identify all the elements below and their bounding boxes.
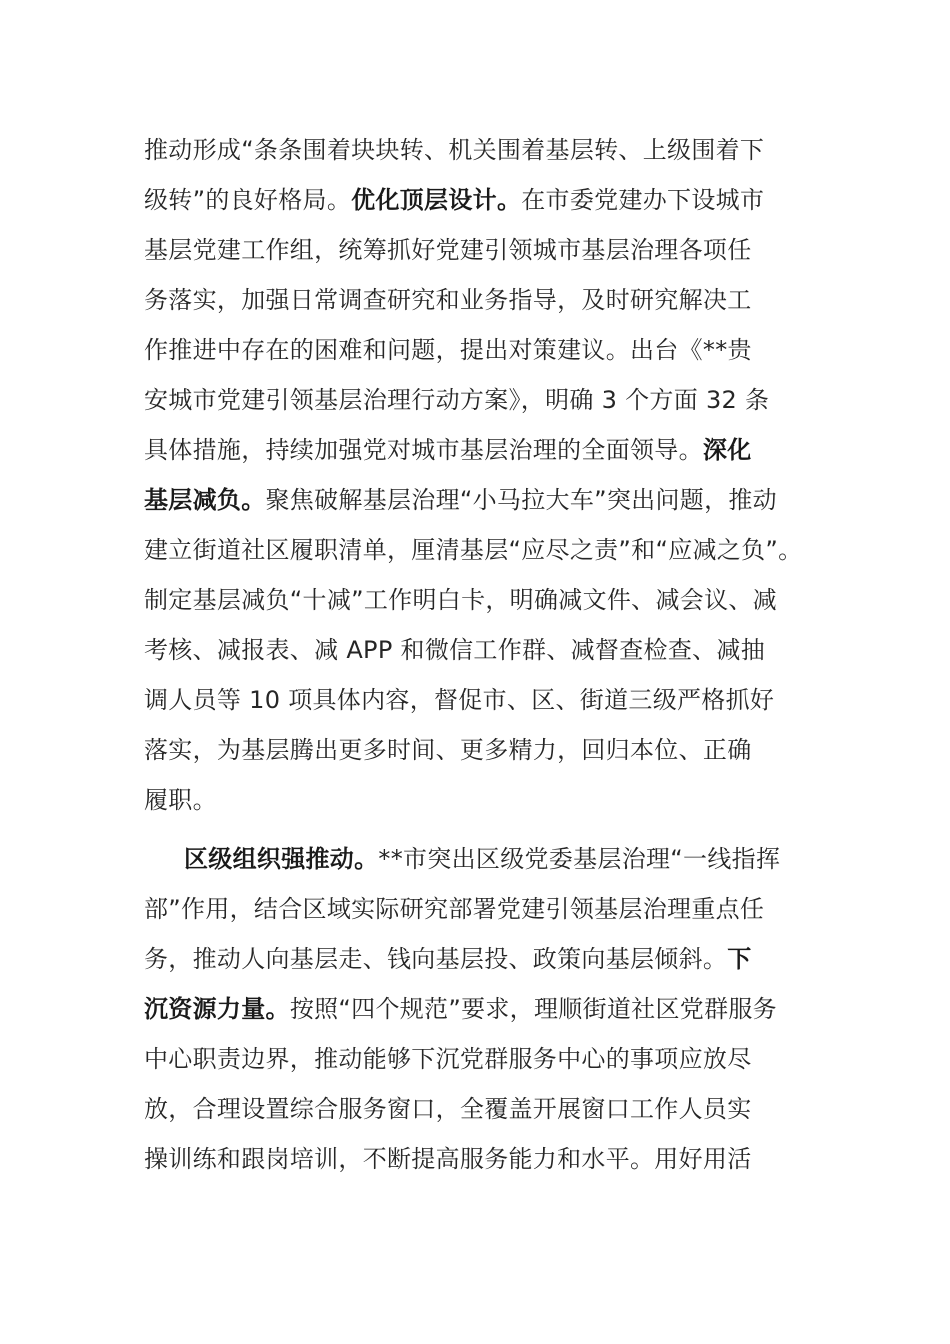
body-text: 务落实，加强日常调查研究和业务指导，及时研究解决工 [144, 286, 752, 314]
bold-heading-text: 下 [727, 945, 752, 973]
body-text: 建立街道社区履职清单，厘清基层“应尽之责”和“应减之负”。 [144, 536, 803, 564]
body-text: 放，合理设置综合服务窗口，全覆盖开展窗口工作人员实 [144, 1095, 752, 1123]
body-text: 作推进中存在的困难和问题，提出对策建议。出台《**贵 [144, 336, 752, 364]
text-line [144, 380, 769, 420]
body-text: 具体措施，持续加强党对城市基层治理的全面领导。 [144, 436, 703, 464]
body-text: 履职。 [144, 786, 217, 814]
text-line [144, 430, 752, 470]
body-text: 级转”的良好格局。 [144, 186, 352, 214]
body-text: 操训练和跟岗培训，不断提高服务能力和水平。用好用活 [144, 1145, 752, 1173]
bold-heading-text: 区级组织强推动。 [184, 845, 379, 873]
bold-heading-text: 沉资源力量。 [144, 995, 290, 1023]
text-line [144, 230, 752, 270]
text-line [144, 180, 764, 220]
body-text: 制定基层减负“十减”工作明白卡，明确减文件、减会议、减 [144, 586, 777, 614]
body-text: 考核、减报表、减 APP 和微信工作群、减督查检查、减抽 [144, 636, 766, 664]
text-line [144, 989, 777, 1029]
text-line [144, 730, 752, 770]
text-line [144, 889, 764, 929]
body-text: 推动形成“条条围着块块转、机关围着基层转、上级围着下 [144, 136, 765, 164]
bold-heading-text: 优化顶层设计。 [351, 186, 522, 214]
body-text: 调人员等 10 项具体内容，督促市、区、街道三级严格抓好 [144, 686, 775, 714]
body-text: 中心职责边界，推动能够下沉党群服务中心的事项应放尽 [144, 1045, 752, 1073]
body-text: 聚焦破解基层治理“小马拉大车”突出问题，推动 [265, 486, 777, 514]
body-text: 落实，为基层腾出更多时间、更多精力，回归本位、正确 [144, 736, 752, 764]
bold-heading-text: 基层减负。 [144, 486, 266, 514]
text-line [144, 939, 752, 979]
text-line [144, 680, 774, 720]
bold-heading-text: 深化 [702, 436, 752, 464]
text-line [144, 1039, 752, 1079]
body-text: 安城市党建引领基层治理行动方案》，明确 3 个方面 32 条 [144, 386, 770, 414]
text-line [144, 630, 765, 670]
body-text: 在市委党建办下设城市 [521, 186, 765, 214]
text-line [184, 839, 780, 879]
text-line [144, 130, 764, 170]
text-line [144, 1139, 752, 1179]
text-line [144, 330, 752, 370]
body-text: 部”作用，结合区域实际研究部署党建引领基层治理重点任 [144, 895, 765, 923]
text-line [144, 580, 777, 620]
text-line [144, 480, 777, 520]
body-text: 基层党建工作组，统筹抓好党建引领城市基层治理各项任 [144, 236, 752, 264]
body-text: 按照“四个规范”要求，理顺街道社区党群服务 [289, 995, 777, 1023]
body-text: 务，推动人向基层走、钱向基层投、政策向基层倾斜。 [144, 945, 728, 973]
text-line [144, 280, 752, 320]
body-text: **市突出区级党委基层治理“一线指挥 [378, 845, 781, 873]
text-line [144, 530, 802, 570]
text-line [144, 1089, 752, 1129]
text-line [144, 780, 217, 820]
